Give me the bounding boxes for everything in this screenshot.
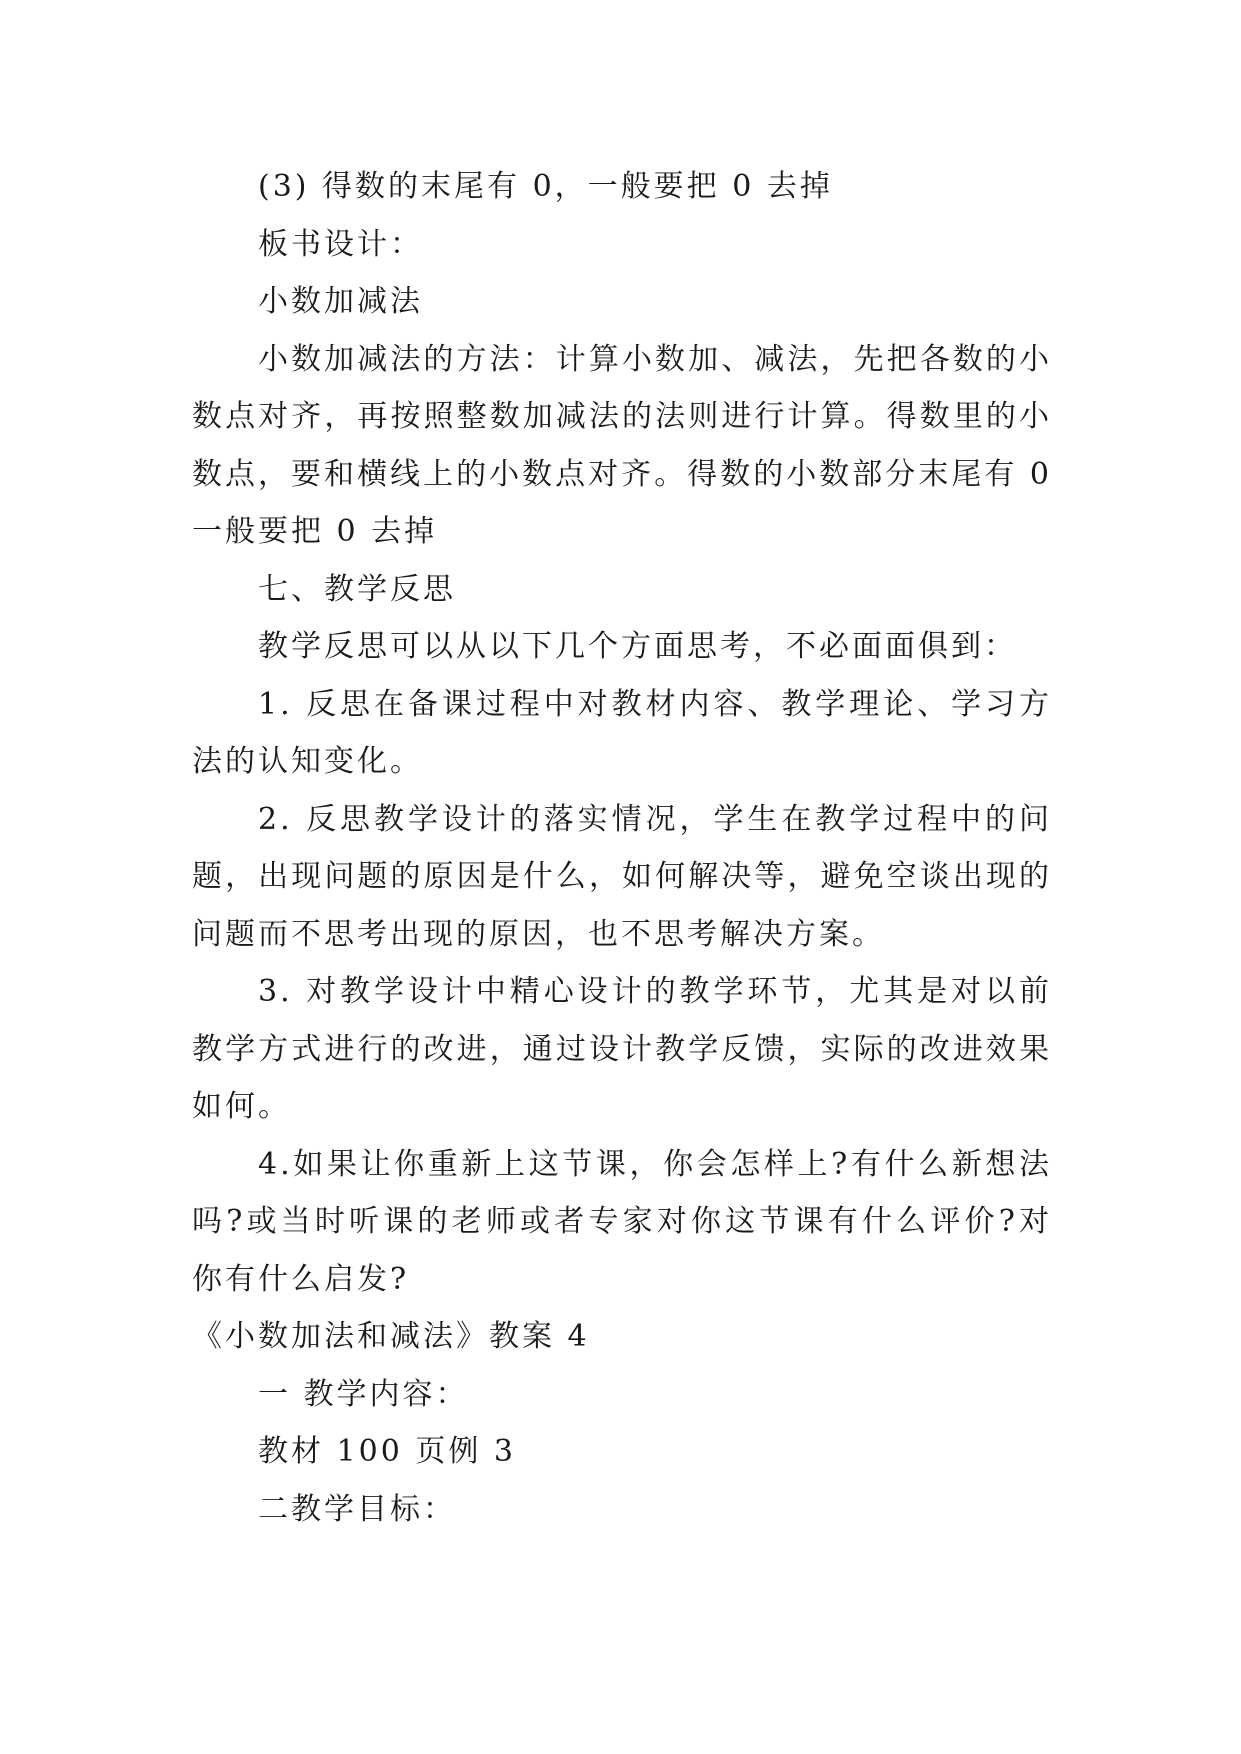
paragraph-method: 小数加减法的方法：计算小数加、减法，先把各数的小数点对齐，再按照整数加减法的法则进行计算。得数里的小数点，要和横线上的小数点对齐。得数的小数部分末尾有 0 一般要把 0 去掉: [192, 341, 1052, 549]
lesson-plan-title: 《小数加法和减法》教案 4: [192, 1319, 590, 1354]
list-item-reflection-2: 2. 反思教学设计的落实情况，学生在教学过程中的问题，出现问题的原因是什么，如何解决等，避免空谈出现的问题而不思考出现的原因，也不思考解决方案。: [192, 801, 1052, 952]
list-item-reflection-4: 4.如果让你重新上这节课，你会怎样上?有什么新想法吗?或当时听课的老师或者专家对你这节课有什么评价?对你有什么启发?: [192, 1146, 1052, 1297]
paragraph-reflection-intro: 教学反思可以从以下几个方面思考，不必面面俱到：: [258, 629, 1017, 664]
list-item-reflection-3: 3. 对教学设计中精心设计的教学环节，尤其是对以前教学方式进行的改进，通过设计教学反馈，实际的改进效果如何。: [192, 974, 1052, 1124]
list-item-reflection-1: 1. 反思在备课过程中对教材内容、教学理论、学习方法的认知变化。: [192, 686, 1052, 779]
section-heading-reflection: 七、教学反思: [258, 571, 456, 607]
paragraph-board-design-heading: 板书设计：: [258, 226, 423, 262]
paragraph-board-title: 小数加减法: [258, 284, 423, 319]
section-heading-content: 一 教学内容：: [258, 1376, 469, 1412]
paragraph-textbook-reference: 教材 100 页例 3: [258, 1434, 516, 1469]
section-heading-objectives: 二教学目标：: [258, 1491, 456, 1527]
paragraph-step-3: (3) 得数的末尾有 0，一般要把 0 去掉: [258, 169, 833, 204]
document-body: [192, 158, 1052, 1538]
